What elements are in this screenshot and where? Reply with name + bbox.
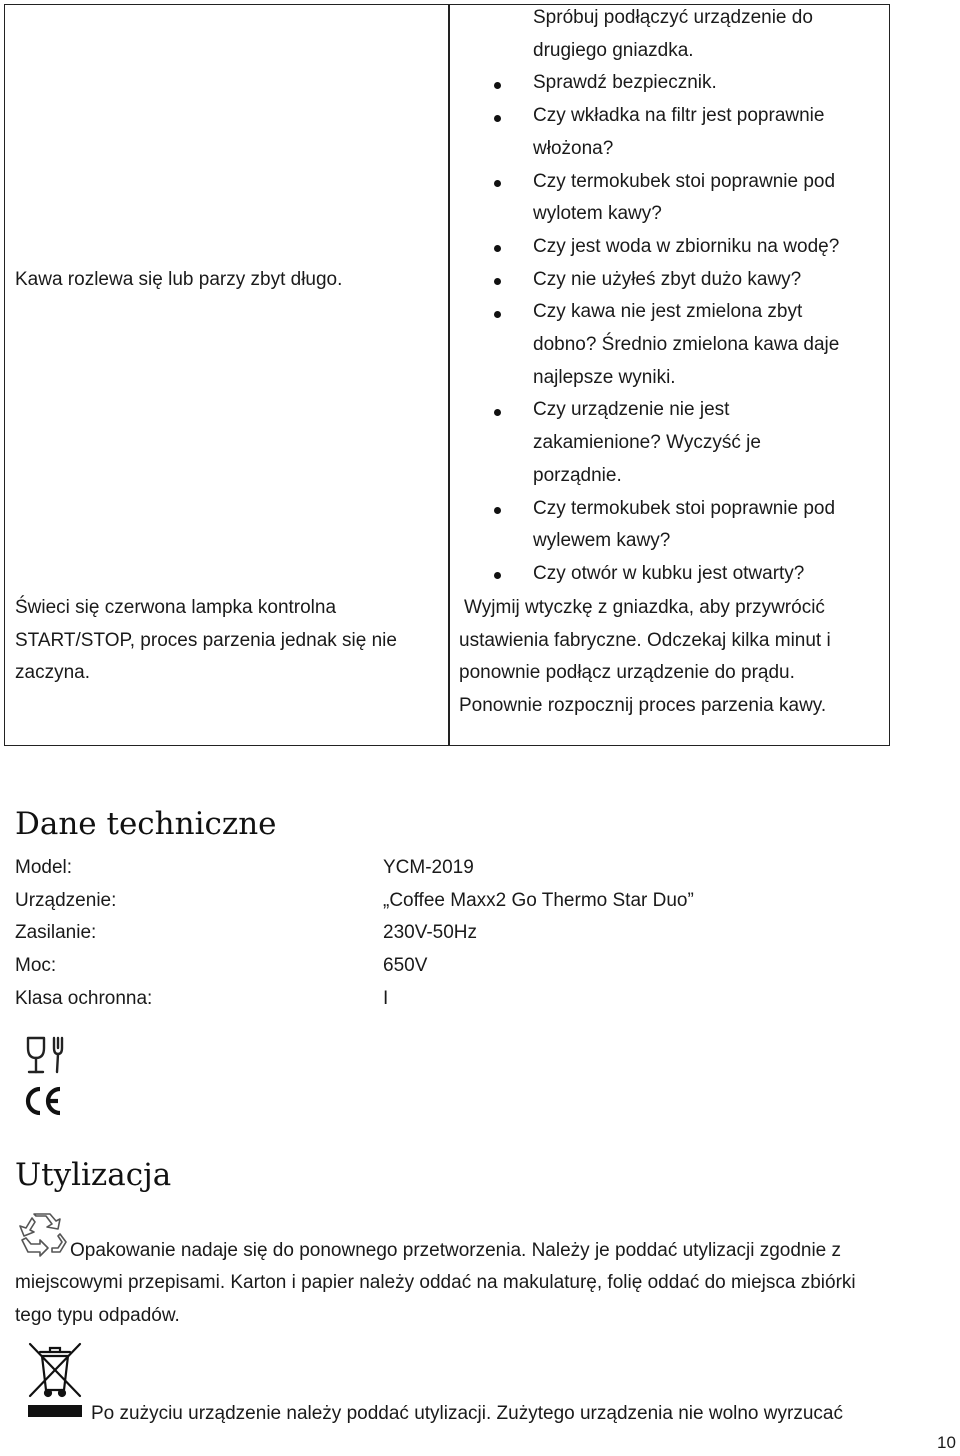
bullet-dot — [494, 180, 501, 187]
problem-3-line-2: START/STOP, proces parzenia jednak się nie — [15, 629, 397, 651]
bullet-text: Czy termokubek stoi poprawnie pod — [533, 497, 836, 519]
bullet-dot — [494, 278, 501, 285]
weee-bin-icon — [26, 1340, 84, 1400]
bullet-text: Sprawdź bezpiecznik. — [533, 72, 717, 94]
bullet-text: Czy otwór w kubku jest otwarty? — [533, 562, 805, 584]
bullet-dot — [494, 507, 501, 514]
bullet-text-cont: wylewem kawy? — [533, 530, 671, 552]
bullet-dot — [494, 572, 501, 579]
spec-label: Model: — [15, 857, 73, 878]
table-column-divider — [448, 5, 450, 745]
bullet-text: Czy jest woda w zbiorniku na wodę? — [533, 235, 840, 257]
bullet-text: Czy urządzenie nie jest — [533, 399, 730, 421]
bullet-text-cont: wylotem kawy? — [533, 203, 662, 225]
bullet-dot — [494, 245, 501, 252]
bullet-dot — [494, 82, 501, 89]
bullet-text-cont: porządnie. — [533, 464, 622, 486]
weee-line-1: Po zużyciu urządzenie należy poddać utylizacji. Zużytego urządzenia nie wolno wyrzucać — [91, 1403, 843, 1424]
recycle-line-3: tego typu odpadów. — [15, 1304, 180, 1326]
bullet-dot — [494, 409, 501, 416]
spec-label: Zasilanie: — [15, 922, 97, 944]
bullet-text-cont: zakamienione? Wyczyść je — [533, 432, 761, 454]
spec-value: 230V-50Hz — [383, 922, 478, 944]
food-safe-icon — [24, 1034, 68, 1076]
spec-value: „Coffee Maxx2 Go Thermo Star Duo” — [383, 889, 694, 911]
problem-3-line-1: Świeci się czerwona lampka kontrolna — [15, 597, 337, 618]
weee-bar — [28, 1405, 82, 1417]
problem-3-line-3: zaczyna. — [15, 662, 90, 684]
spec-value: I — [383, 987, 389, 1009]
disposal-heading: Utylizacja — [15, 1157, 172, 1193]
cont-line-1: Spróbuj podłączyć urządzenie do — [533, 7, 813, 28]
recycling-icon — [16, 1212, 70, 1258]
solution-3-line-1: Wyjmij wtyczkę z gniazdka, aby przywrócić — [464, 597, 825, 618]
solution-3-line-3: ponownie podłącz urządzenie do prądu. — [459, 662, 795, 684]
bullet-text-cont: dobno? Średnio zmielona kawa daje — [533, 334, 840, 355]
solution-3-line-2: ustawienia fabryczne. Odczekaj kilka minut i — [459, 629, 831, 651]
recycle-line-1: Opakowanie nadaje się do ponownego przetworzenia. Należy je poddać utylizacji zgodnie z — [70, 1239, 842, 1261]
cont-line-2: drugiego gniazdka. — [533, 39, 694, 61]
ce-mark-icon — [22, 1084, 64, 1118]
page-number: 10 — [937, 1433, 956, 1452]
spec-value: YCM-2019 — [383, 857, 474, 878]
specs-heading: Dane techniczne — [15, 806, 277, 842]
spec-label: Klasa ochronna: — [15, 987, 153, 1009]
bullet-text: Czy termokubek stoi poprawnie pod — [533, 170, 836, 192]
bullet-text-cont: włożona? — [533, 137, 614, 159]
solution-3-line-4: Ponownie rozpocznij proces parzenia kawy. — [459, 695, 827, 717]
bullet-dot — [494, 115, 501, 122]
recycle-line-2: miejscowymi przepisami. Karton i papier należy oddać na makulaturę, folię oddać do miejsca zbiórki — [15, 1272, 856, 1294]
spec-label: Urządzenie: — [15, 889, 117, 911]
spec-label: Moc: — [15, 955, 57, 977]
spec-value: 650V — [383, 955, 428, 977]
problem-2-label: Kawa rozlewa się lub parzy zbyt długo. — [15, 268, 343, 290]
bullet-text-cont: najlepsze wyniki. — [533, 366, 676, 388]
bullet-dot — [494, 311, 501, 318]
bullet-text: Czy nie użyłeś zbyt dużo kawy? — [533, 268, 802, 290]
bullet-text: Czy kawa nie jest zmielona zbyt — [533, 301, 803, 323]
bullet-text: Czy wkładka na filtr jest poprawnie — [533, 105, 825, 127]
